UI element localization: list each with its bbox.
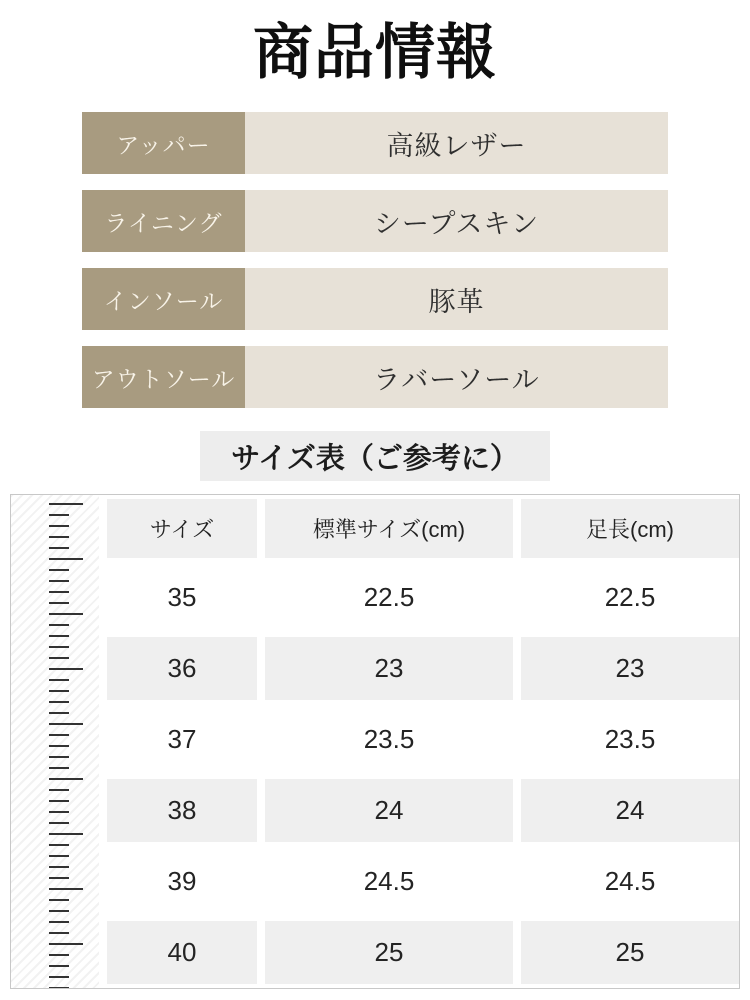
table-cell: 24 — [265, 779, 513, 842]
spec-row — [82, 346, 668, 408]
table-cell: 24 — [521, 779, 739, 842]
spec-value-lining: シープスキン — [245, 190, 668, 252]
table-cell: 35 — [167, 582, 197, 612]
spec-label-upper: アッパー — [82, 112, 245, 174]
table-cell: 23.5 — [363, 724, 415, 754]
table-cell: 24.5 — [604, 866, 656, 896]
spec-value-insole: 豚革 — [245, 268, 668, 330]
spec-row — [82, 190, 668, 252]
table-cell: 36 — [107, 637, 257, 700]
page-title: 商品情報 — [253, 19, 497, 86]
table-cell: 22.5 — [363, 582, 415, 612]
table-cell: 23 — [265, 637, 513, 700]
table-cell: 39 — [167, 866, 197, 896]
table-cell: 25 — [265, 921, 513, 984]
spec-row — [82, 268, 668, 330]
table-cell: 25 — [521, 921, 739, 984]
product-specs — [82, 112, 668, 408]
size-chart-grid — [11, 495, 739, 988]
spec-row — [82, 112, 668, 174]
table-cell: 40 — [107, 921, 257, 984]
table-cell: 23.5 — [604, 724, 656, 754]
spec-label-insole: インソール — [82, 268, 245, 330]
size-chart-table — [10, 494, 740, 989]
spec-label-lining: ライニング — [82, 190, 245, 252]
table-cell: 38 — [107, 779, 257, 842]
spec-value-outsole: ラバーソール — [245, 346, 668, 408]
column-header-foot-length: 足長(cm) — [521, 499, 739, 558]
size-chart-title: サイズ表（ご参考に） — [200, 431, 550, 481]
spec-label-outsole: アウトソール — [82, 346, 245, 408]
table-cell: 37 — [167, 724, 197, 754]
table-cell: 22.5 — [604, 582, 656, 612]
spec-value-upper: 高級レザー — [245, 112, 668, 174]
column-header-standard-size: 標準サイズ(cm) — [265, 499, 513, 558]
table-cell: 23 — [521, 637, 739, 700]
table-cell: 24.5 — [363, 866, 415, 896]
column-header-size: サイズ — [107, 499, 257, 558]
